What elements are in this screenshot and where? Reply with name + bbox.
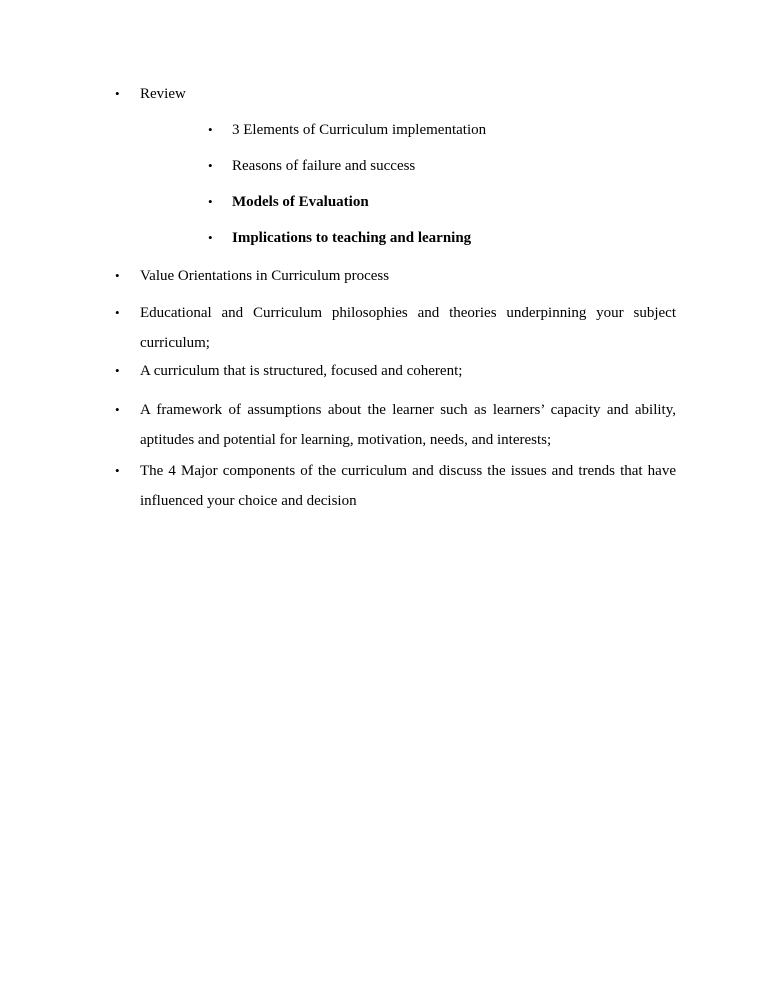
bullet: •	[208, 158, 213, 173]
list-item-text: The 4 Major components of the curriculum and discuss the issues and trends that have influenced your choice and decision	[140, 463, 676, 509]
list-item-text: Educational and Curriculum philosophies and theories underpinning your subject curriculum;	[140, 305, 676, 351]
bullet: •	[115, 463, 120, 478]
sublist-item-text-bold: Implications to teaching and learning	[232, 230, 472, 246]
list-item-text: A curriculum that is structured, focused and coherent;	[140, 363, 463, 379]
list-item-text: Review	[140, 86, 186, 102]
bullet: •	[208, 194, 213, 209]
list-item-text: A framework of assumptions about the learner such as learners’ capacity and ability, aptitudes and potential for learning, motivation, needs, and interests;	[140, 402, 676, 448]
bullet: •	[115, 86, 120, 101]
list-item-text: Value Orientations in Curriculum process	[140, 268, 390, 284]
bullet: •	[115, 402, 120, 417]
sublist-item-text: 3 Elements of Curriculum implementation	[232, 122, 487, 138]
sublist-item-text-bold: Models of Evaluation	[232, 194, 369, 210]
bullet: •	[115, 268, 120, 283]
sublist-item-text: Reasons of failure and success	[232, 158, 416, 174]
bullet: •	[208, 122, 213, 137]
bullet: •	[208, 230, 213, 245]
bullet: •	[115, 305, 120, 320]
bullet: •	[115, 363, 120, 378]
